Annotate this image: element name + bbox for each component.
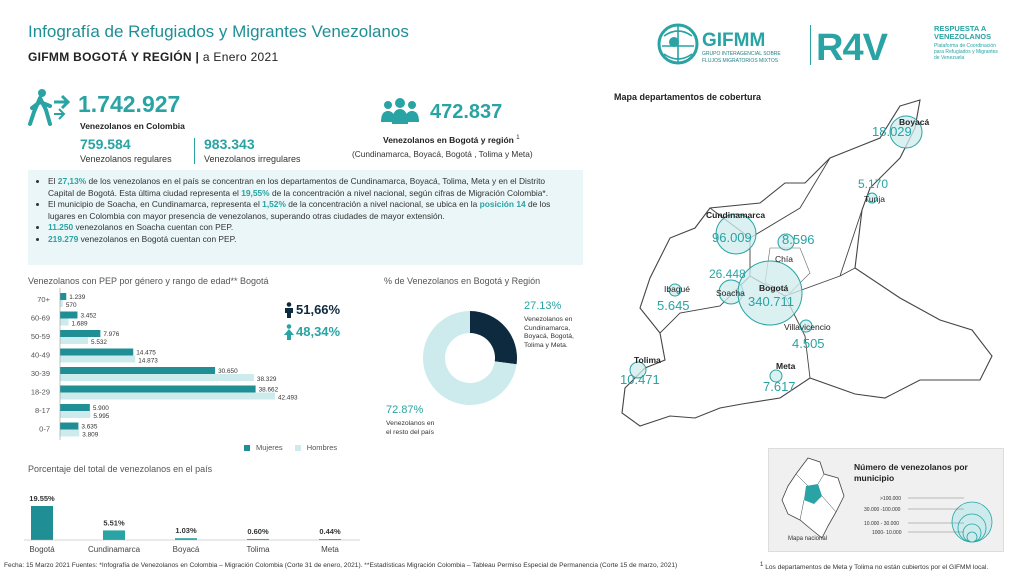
pyramid-bar-mujeres	[60, 293, 66, 300]
mini-colombia-map	[778, 456, 848, 540]
subtitle-region: GIFMM BOGOTÁ Y REGIÓN	[28, 50, 192, 64]
pyramid-value-mujeres: 38.662	[258, 386, 279, 394]
bottom-bar-category: Meta	[321, 545, 339, 554]
pyramid-value-hombres: 42.493	[278, 394, 298, 402]
footer-note-sup: 1	[760, 562, 764, 568]
map-value-ibague: 5.645	[657, 298, 690, 313]
map-value-meta: 7.617	[763, 379, 796, 394]
r4v-logo-line2: VENEZOLANOS	[934, 32, 992, 41]
legend-size-1: >100.000	[880, 496, 901, 502]
donut-label-line: el resto del país	[386, 428, 434, 436]
gifmm-logo-desc2: FLUJOS MIGRATORIOS MIXTOS	[702, 58, 779, 64]
donut-label-line: Venezolanos en	[386, 420, 435, 427]
finding-text: venezolanos en Bogotá cuentan con PEP.	[78, 233, 237, 244]
map-value-bogota: 340.711	[748, 294, 795, 309]
subtitle-date: a Enero 2021	[202, 50, 279, 64]
map-value-tunja: 5.170	[858, 177, 889, 191]
pyramid-age-label: 50-59	[30, 332, 50, 341]
finding-highlight: 11.250	[48, 222, 74, 232]
pyramid-bar-mujeres	[60, 367, 215, 374]
pyramid-value-hombres: 570	[65, 302, 77, 309]
pyramid-bar-mujeres	[60, 330, 100, 337]
r4v-logo-name: R4V	[816, 27, 887, 69]
irregular-label: Venezolanos irregulares	[204, 154, 301, 164]
pyramid-bar-mujeres	[60, 386, 256, 393]
donut-title: % de Venezolanos en Bogotá y Región	[384, 276, 541, 286]
bottom-bar-category: Boyacá	[172, 545, 200, 554]
pyramid-value-mujeres: 5.900	[92, 405, 109, 412]
pyramid-age-label: 18-29	[30, 387, 50, 397]
map-label-bogota: Bogotá	[759, 283, 789, 293]
donut-slice-region	[470, 311, 517, 364]
map-value-villavicencio: 4.505	[792, 336, 825, 351]
pyramid-bar-hombres	[60, 430, 79, 437]
pyramid-value-hombres: 38.329	[256, 376, 277, 383]
page-title: Infografía de Refugiados y Migrantes Venezolanos	[28, 22, 409, 41]
pyramid-bar-mujeres	[60, 312, 77, 319]
pyramid-title: Venezolanos con PEP por género y rango de edad** Bogotá	[28, 276, 269, 286]
donut-chart	[410, 298, 530, 418]
bottom-bar-category: Tolima	[246, 545, 270, 554]
pyramid-value-mujeres: 14.475	[136, 349, 156, 357]
page-subtitle: GIFMM BOGOTÁ Y REGIÓN | a Enero 2021	[28, 50, 279, 64]
pyramid-value-mujeres: 30.650	[218, 368, 238, 375]
footer-note-text: Los departamentos de Meta y Tolima no están cubiertos por el GIFMM local.	[765, 564, 989, 572]
donut-region-label	[524, 316, 574, 350]
bottom-chart-title: Porcentaje del total de venezolanos en el país	[28, 464, 213, 474]
female-percentage: 48,34%	[296, 324, 341, 339]
finding-highlight: 27,13%	[57, 176, 87, 186]
regular-value: 759.584	[80, 136, 131, 152]
donut-label-line: Venezolanos en	[524, 316, 573, 323]
map-label-cundinamarca: Cundinamarca	[706, 210, 766, 220]
map-legend-title	[854, 462, 968, 484]
legend-swatch-mujeres	[244, 445, 250, 451]
donut-rest-label	[386, 420, 434, 437]
map-legend-title-line1: Número de venezolanos por	[854, 462, 968, 472]
pyramid-bar-hombres	[60, 411, 90, 418]
bottom-bar	[31, 506, 53, 540]
map-legend-title-line2: municipio	[854, 473, 895, 483]
pyramid-bar-hombres	[60, 374, 254, 381]
bottom-bar-category: Bogotá	[29, 545, 55, 554]
finding-item	[48, 222, 573, 234]
bottom-bar-category: Cundinamarca	[87, 545, 141, 554]
donut-region-pct: 27.13%	[524, 300, 562, 312]
regular-label: Venezolanos regulares	[80, 154, 172, 164]
pyramid-value-mujeres: 7.976	[103, 331, 120, 338]
pyramid-age-label: 8-17	[34, 406, 50, 415]
pyramid-bar-hombres	[60, 393, 275, 400]
donut-rest-pct: 72.87%	[386, 404, 424, 416]
legend-size-2: 30.000 -100.000	[864, 507, 901, 513]
pyramid-bar-hombres	[60, 300, 63, 307]
gifmm-logo-name: GIFMM	[702, 30, 766, 51]
finding-text: El municipio de Soacha, en Cundinamarca, representa el	[48, 199, 263, 209]
map-value-tolima: 10.471	[620, 372, 660, 387]
map-label-soacha: Soacha	[716, 288, 745, 298]
male-percentage: 51,66%	[296, 302, 341, 317]
finding-text: El	[48, 176, 58, 186]
finding-highlight: 219.279	[48, 233, 79, 244]
bottom-bar-value: 1.03%	[175, 526, 197, 536]
map-label-meta: Meta	[776, 361, 796, 371]
pyramid-bar-hombres	[60, 319, 69, 326]
r4v-logo	[816, 22, 1006, 70]
finding-item	[48, 176, 573, 199]
bottom-bar-chart	[0, 476, 370, 560]
finding-text: venezolanos en Soacha cuentan con PEP.	[73, 222, 234, 232]
finding-highlight: 19,55%	[241, 187, 270, 198]
female-icon	[282, 324, 296, 340]
map-value-soacha: 26.448	[709, 267, 746, 281]
legend-size-4: 1000- 10.000	[872, 530, 902, 536]
pyramid-value-mujeres: 3.452	[80, 312, 97, 320]
male-icon	[282, 302, 296, 318]
pyramid-age-label: 40-49	[30, 350, 50, 360]
pyramid-value-mujeres: 1.239	[69, 294, 86, 301]
bogota-label-text: Venezolanos en Bogotá y región	[383, 135, 514, 145]
finding-text: de los venezolanos en el país se concentran en los departamentos de Cundinamarca, Boyacá, Tolima, Meta y en el Distrito Capital de Bogotá. Esta última ciudad representa el	[48, 176, 546, 198]
bottom-bar-value: 0.44%	[319, 527, 341, 536]
map-label-tolima: Tolima	[634, 355, 661, 365]
donut-label-line: Boyacá, Bogotá,	[524, 333, 574, 340]
gifmm-logo-desc1: GRUPO INTERAGENCIAL SOBRE	[702, 51, 781, 57]
legend-mujeres: Mujeres	[256, 443, 283, 452]
bogota-detail: (Cundinamarca, Boyacá, Bogotá , Tolima y Meta)	[352, 149, 533, 159]
map-label-tunja: Tunja	[864, 194, 885, 204]
finding-item	[48, 234, 573, 246]
finding-highlight: posición 14	[479, 199, 526, 209]
bogota-label	[383, 135, 520, 145]
bogota-total: 472.837	[430, 101, 503, 123]
pyramid-bar-hombres	[60, 356, 135, 363]
legend-hombres: Hombres	[306, 443, 338, 452]
bottom-bar-value: 0.60%	[247, 526, 269, 536]
legend-size-3: 10.000 - 30.000	[864, 521, 900, 527]
pyramid-value-hombres: 5.995	[93, 413, 110, 420]
finding-item	[48, 199, 573, 222]
r4v-logo-line1: RESPUESTA A	[934, 24, 987, 33]
map-size-legend	[844, 488, 994, 544]
pyramid-bar-mujeres	[60, 423, 78, 430]
pyramid-value-hombres: 3.809	[82, 431, 99, 439]
r4v-logo-line4: para Refugiados y Migrantes	[934, 49, 998, 55]
mini-map-label: Mapa nacional	[788, 536, 828, 542]
map-value-boyaca: 18.029	[872, 124, 912, 139]
map-label-ibague: Ibagué	[664, 284, 690, 294]
map-value-cundinamarca: 96.009	[712, 230, 752, 245]
logo-divider	[810, 25, 811, 65]
bottom-bar	[103, 530, 125, 540]
donut-label-line: Tolima y Meta.	[524, 341, 568, 349]
bottom-bar-value: 5.51%	[103, 518, 125, 528]
donut-label-line: Cundinamarca,	[524, 324, 571, 332]
finding-text: de la concentración a nivel nacional, se ubica en la	[285, 199, 480, 209]
pyramid-age-label: 0-7	[39, 424, 50, 434]
map-region-shape	[622, 100, 992, 426]
pyramid-value-mujeres: 3.635	[81, 423, 98, 431]
map-label-chia: Chía	[775, 254, 793, 264]
finding-highlight: 1,52%	[262, 199, 286, 209]
group-people-icon	[380, 98, 420, 124]
colombia-total: 1.742.927	[78, 91, 181, 117]
bottom-bar-value: 19.55%	[29, 494, 55, 503]
footer-sources: Fecha: 15 Marzo 2021 Fuentes: *Infografía de Venezolanos en Colombia – Migración Colombia (Corte 31 de enero, 2021). **Estadísticas Migración Colombia – Tableau Permiso Especial de Permanencia (Corte 15 de marzo, 2021)	[4, 562, 678, 569]
colombia-label: Venezolanos en Colombia	[80, 121, 185, 131]
pyramid-bar-mujeres	[60, 349, 133, 356]
pyramid-age-label: 70+	[37, 295, 50, 304]
pyramid-value-hombres: 1.689	[71, 320, 88, 328]
pyramid-bar-hombres	[60, 337, 88, 344]
pyramid-age-label: 30-39	[30, 369, 50, 378]
gifmm-logo	[654, 22, 804, 70]
pyramid-bar-mujeres	[60, 404, 90, 411]
r4v-logo-line5: de Venezuela	[934, 55, 965, 61]
key-findings-box	[28, 170, 583, 265]
bubble-bogota	[738, 261, 802, 325]
map-label-villavicencio: Villavicencio	[784, 322, 831, 332]
map-title: Mapa departamentos de cobertura	[614, 92, 762, 102]
map-value-chia: 8.596	[782, 232, 815, 247]
pyramid-age-label: 60-69	[30, 313, 50, 323]
coverage-map	[600, 98, 1010, 443]
map-label-boyaca: Boyacá	[899, 117, 930, 127]
irregular-value: 983.343	[204, 136, 255, 152]
migrant-walking-icon	[28, 88, 72, 128]
r4v-logo-line3: Plataforma de Coordinación	[934, 43, 996, 49]
pyramid-value-hombres: 5.532	[90, 339, 107, 346]
stats-divider	[194, 138, 195, 164]
legend-swatch-hombres	[295, 445, 301, 451]
finding-text: de los lugares en Colombia con mayor presencia de venezolanos, superando otras ciudades de mayor extensión.	[48, 199, 551, 221]
bogota-label-sup: 1	[516, 135, 520, 142]
pyramid-legend	[244, 443, 337, 452]
pyramid-value-hombres: 14.873	[138, 357, 158, 365]
footer-note	[760, 562, 988, 571]
finding-text: de la concentración a nivel nacional, según cifras de Migración Colombia*.	[269, 187, 549, 198]
